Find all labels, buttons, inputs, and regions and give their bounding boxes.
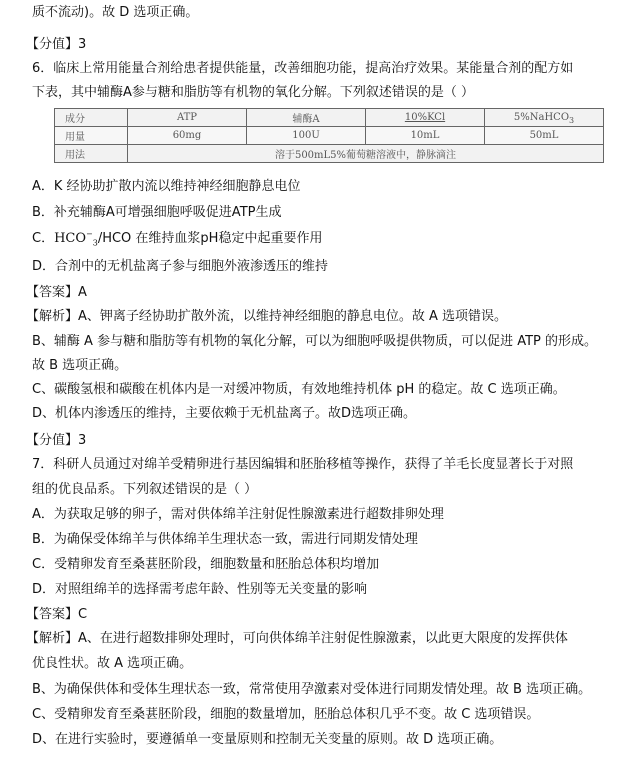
score-label: 【分值】3 (26, 433, 87, 448)
header-cell-text: 5%NaHCO (513, 112, 570, 123)
formula-usage-row (55, 145, 604, 163)
header-cell-text: 10%KCl (404, 112, 446, 123)
option-d: D．合剂中的无机盐离子参与细胞外液渗透压的维持 (32, 259, 329, 274)
usage-label: 用法 (55, 145, 128, 163)
subscript: 3 (569, 116, 575, 125)
option-a: A．为获取足够的卵子，需对供体绵羊注射促性腺激素进行超数排卵处理 (32, 507, 444, 522)
question-7-stem: 7．科研人员通过对绵羊受精卵进行基因编辑和胚胎移植等操作，获得了羊毛长度显著长于对照 (32, 457, 574, 472)
analysis-line: 优良性状。故 A 选项正确。 (32, 656, 193, 671)
answer-label: 【答案】A (26, 285, 87, 300)
analysis-line: D、机体内渗透压的维持，主要依赖于无机盐离子。故D选项正确。 (32, 406, 417, 421)
formula-sub: 3 (92, 238, 98, 248)
dose-cell: 50mL (485, 127, 604, 145)
formula-header-row (55, 109, 604, 127)
question-6-stem-cont: 下表，其中辅酶A参与糖和脂肪等有机物的氧化分解。下列叙述错误的是（ ） (32, 85, 475, 100)
score-label: 【分值】3 (26, 37, 87, 52)
answer-label: 【答案】C (26, 607, 88, 622)
text-line: 质不流动)。故 D 选项正确。 (32, 5, 199, 20)
option-c: C．受精卵发育至桑葚胚阶段，细胞数量和胚胎总体积均增加 (32, 557, 380, 572)
analysis-line: 【解析】A、钾离子经协助扩散外流，以维持神经细胞的静息电位。故 A 选项错误。 (26, 309, 508, 324)
header-cell (485, 109, 604, 127)
header-cell: 成分 (55, 109, 128, 127)
analysis-line: C、碳酸氢根和碳酸在机体内是一对缓冲物质，有效地维持机体 pH 的稳定。故 C 选项正确。 (32, 382, 566, 397)
option-c (32, 230, 322, 248)
option-b: B．为确保受体绵羊与供体绵羊生理状态一致，需进行同期发情处理 (32, 532, 418, 547)
header-cell (366, 109, 485, 127)
option-a: A．K 经协助扩散内流以维持神经细胞静息电位 (32, 179, 301, 194)
analysis-line: 【解析】A、在进行超数排卵处理时，可向供体绵羊注射促性腺激素，以此更大限度的发挥供体 (26, 631, 568, 646)
analysis-line: B、为确保供体和受体生理状态一致，常常使用孕激素对受体进行同期发情处理。故 B 选项正确。 (32, 682, 592, 697)
option-b: B．补充辅酶A可增强细胞呼吸促进ATP生成 (32, 205, 282, 220)
dose-label: 用量 (55, 127, 128, 145)
option-d: D．对照组绵羊的选择需考虑年龄、性别等无关变量的影响 (32, 582, 368, 597)
dose-cell: 60mg (128, 127, 247, 145)
usage-cell: 溶于500mL5%葡萄糖溶液中，静脉滴注 (128, 145, 604, 163)
header-cell: ATP (128, 109, 247, 127)
formula-dose-row (55, 127, 604, 145)
question-6-stem: 6．临床上常用能量合剂给患者提供能量，改善细胞功能，提高治疗效果。某能量合剂的配方如 (32, 61, 574, 76)
analysis-line: B、辅酶 A 参与糖和脂肪等有机物的氧化分解，可以为细胞呼吸提供物质，可以促进 ATP 的形成。 (32, 334, 598, 349)
analysis-line: 故 B 选项正确。 (32, 358, 128, 373)
bicarbonate-formula (54, 231, 98, 246)
header-cell: 辅酶A (247, 109, 366, 127)
question-7-stem-cont: 组的优良品系。下列叙述错误的是（ ） (32, 482, 258, 497)
formula-table (54, 108, 604, 163)
analysis-line: D、在进行实验时，要遵循单一变量原则和控制无关变量的原则。故 D 选项正确。 (32, 732, 503, 747)
dose-cell: 10mL (366, 127, 485, 145)
option-c-prefix: C． (32, 231, 55, 246)
formula-base: HCO (54, 231, 87, 246)
dose-cell: 100U (247, 127, 366, 145)
analysis-line: C、受精卵发育至桑葚胚阶段，细胞的数量增加，胚胎总体积几乎不变。故 C 选项错误。 (32, 707, 540, 722)
option-c-text: /HCO 在维持血浆pH稳定中起重要作用 (97, 231, 323, 246)
formula-charge: − (86, 229, 93, 239)
